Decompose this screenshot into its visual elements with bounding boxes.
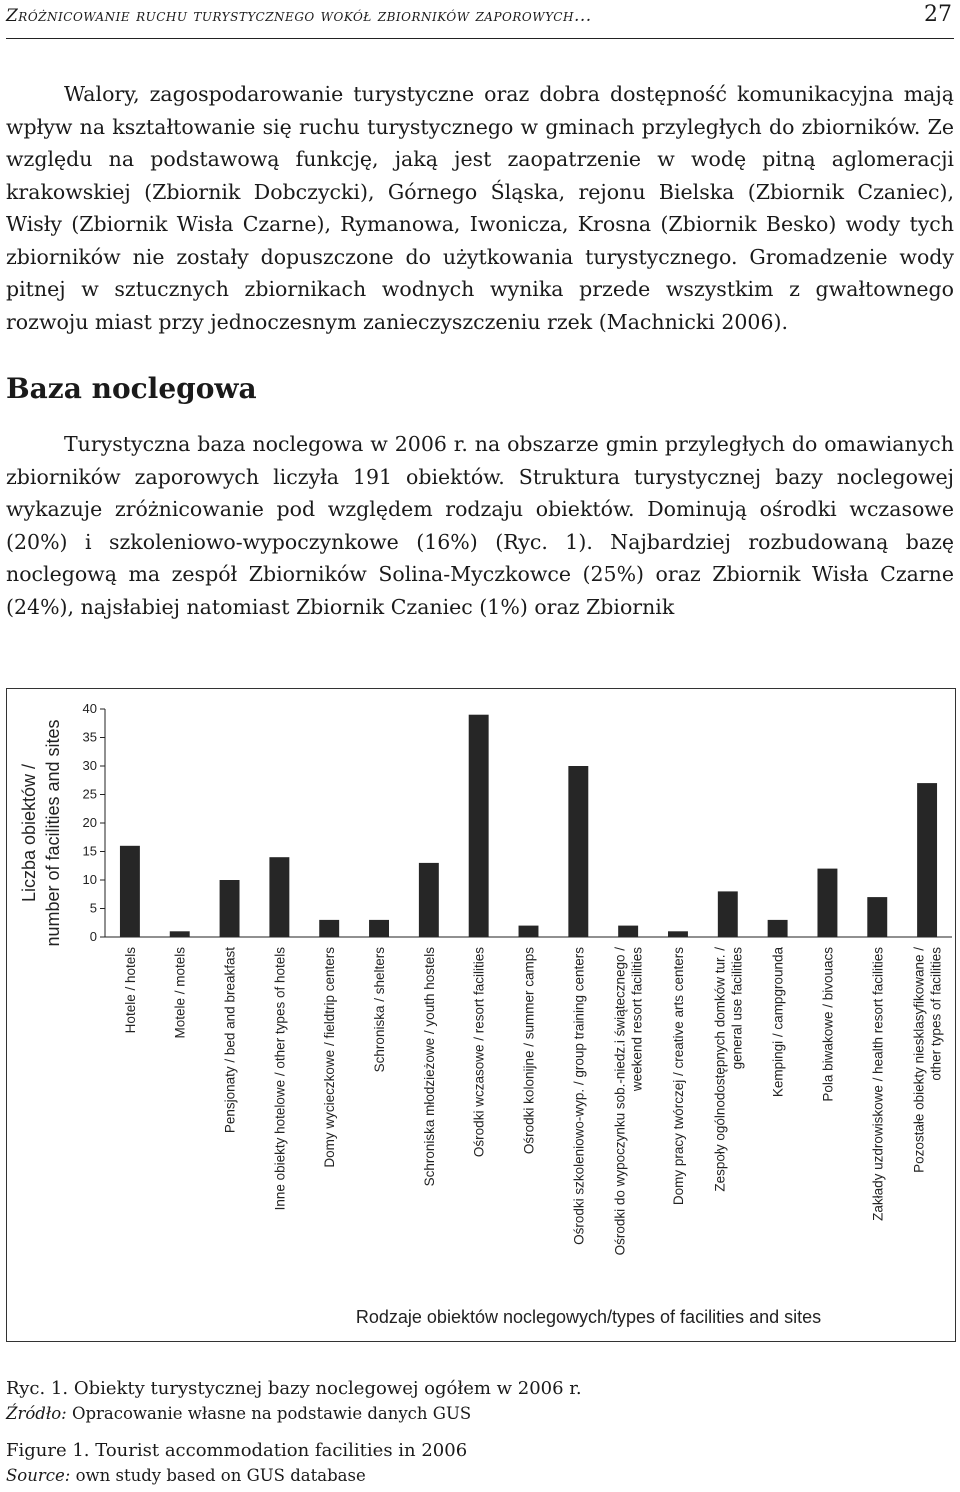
x-category-label: Schroniska / shelters [372,947,388,1073]
bar [319,920,339,937]
y-tick-label: 0 [89,929,97,944]
bar [668,931,688,937]
bar [419,863,439,937]
paragraph-2-text: Turystyczna baza noclegowa w 2006 r. na obszarze gmin przyległych do omawianych zbiorników zaporowych liczyła 191 obiektów. Struktura turystycznej bazy noclegowej wykazuje zróżnicowanie pod względem rodzaju obiektów. Dominują ośrodki wczasowe (20%) i szkoleniowo-wypoczynkowe (16%) (Ryc. 1). Najbardziej rozbudowaną bazę noclegową ma zespół Zbiorników Solina-Myczkowce (25%) oraz Zbiornik Wisła Czarne (24%), najsłabiej natomiast Zbiornik Czaniec (1%) oraz Zbiornik [6,432,954,619]
source-en [6,1466,366,1485]
x-category-label: Motele / motels [172,947,188,1039]
bar [568,766,588,937]
x-axis-label: Rodzaje obiektów noclegowych/types of facilities and sites [355,1307,822,1327]
bar [768,920,788,937]
x-category-label: Domy wycieczkowe / fieldtrip centers [322,947,338,1168]
bar [220,880,240,937]
y-tick-label: 40 [82,701,97,716]
bar-chart [7,689,955,1341]
y-tick-label: 25 [82,786,97,802]
source-pl-label: Źródło: [6,1404,67,1423]
caption-en: Figure 1. Tourist accommodation facilities in 2006 [6,1440,468,1461]
x-category-label: Ośrodki szkoleniowo-wyp. / group training centers [571,947,587,1245]
running-header [6,2,954,39]
source-en-label: Source: [6,1466,71,1485]
bar [170,931,190,937]
running-title: Zróżnicowanie ruchu turystycznego wokół zbiorników zaporowych... [6,6,592,26]
source-pl [6,1404,471,1423]
x-category-label: Ośrodki wczasowe / resort facilities [471,947,487,1158]
x-category-label: Zespoły ogólnodostępnych domków tur. / [712,947,728,1192]
bar [120,846,140,937]
bar [469,715,489,937]
x-category-label: other types of facilities [928,947,944,1081]
y-tick-label: 35 [82,729,97,745]
paragraph-1 [6,78,954,338]
x-category-label: Pozostałe obiekty niesklasyfikowane / [911,947,927,1173]
x-category-label: weekend resort facilities [629,947,645,1092]
x-category-label: Ośrodki do wypoczynku sob.-niedz.i świątecznego / [612,947,628,1256]
y-axis-label-line: Liczba obiektów / [19,763,39,903]
source-en-text: own study based on GUS database [70,1466,366,1485]
y-axis-label-line: number of facilities and sites [43,719,63,947]
x-category-label: Zakłady uzdrowiskowe / health resort facilities [870,946,886,1221]
source-pl-text: Opracowanie własne na podstawie danych GUS [66,1404,472,1423]
x-category-label: Domy pracy twórczej / creative arts centers [670,947,686,1206]
y-tick-label: 10 [82,872,97,887]
x-category-label: Schroniska młodzieżowe / youth hostels [421,947,437,1187]
bar [519,926,539,937]
page-number: 27 [924,2,952,27]
x-category-label: Pensjonaty / bed and breakfast [222,947,238,1134]
y-tick-label: 30 [82,758,97,773]
y-tick-label: 20 [82,815,97,830]
bar [917,783,937,937]
y-tick-label: 5 [89,900,97,916]
bar [369,920,389,937]
figure-box [6,688,956,1342]
x-category-label: Ośrodki kolonijne / summer camps [521,947,537,1155]
paragraph-1-text: Walory, zagospodarowanie turystyczne oraz dobra dostępność komunikacyjna mają wpływ na kształtowanie się ruchu turystycznego w gminach przyległych do zbiorników. Ze względu na podstawową funkcję, jaką jest zaopatrzenie w wodę pitną aglomeracji krakowskiej (Zbiornik Dobczycki), Górnego Śląska, rejonu Bielska (Zbiornik Czaniec), Wisły (Zbiornik Wisła Czarne), Rymanowa, Iwonicza, Krosna (Zbiornik Besko) wody tych zbiorników nie zostały dopuszczone do użytkowania turystycznego. Gromadzenie wody pitnej w sztucznych zbiornikach wodnych wynika przede wszystkim z gwałtownego rozwoju miast przy jednoczesnym zanieczyszczeniu rzek (Machnicki 2006). [6,82,954,334]
bar [867,897,887,937]
section-heading: Baza noclegowa [6,372,257,405]
bar [718,891,738,937]
x-category-label: Inne obiekty hotelowe / other types of hotels [272,947,288,1211]
x-category-label: Pola biwakowe / bivouacs [820,947,836,1102]
paragraph-2 [6,428,954,623]
bar [618,926,638,937]
caption-pl: Ryc. 1. Obiekty turystycznej bazy noclegowej ogółem w 2006 r. [6,1378,582,1399]
bar [269,857,289,937]
x-category-label: general use facilities [729,947,745,1070]
y-tick-label: 15 [82,843,97,859]
bar [817,869,837,937]
x-category-label: Hotele / hotels [122,947,138,1034]
x-category-label: Kempingi / campgrounda [770,947,786,1098]
